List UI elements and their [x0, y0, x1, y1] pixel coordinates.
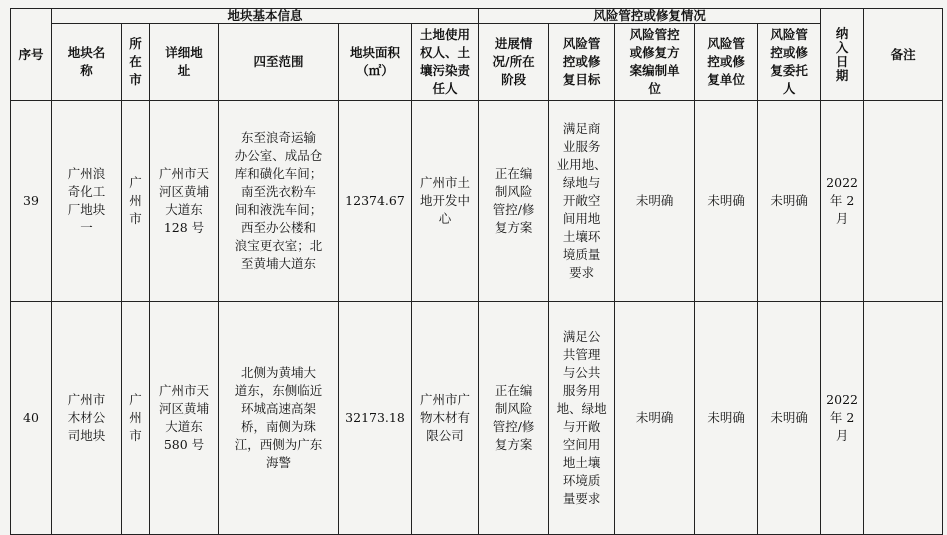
- header-entrust-unit: 风险管 控或修 复委托 人: [758, 24, 821, 101]
- header-progress: 进展情 况/所在 阶段: [479, 24, 549, 101]
- cell-address: 广州市天 河区黄埔 大道东 128 号: [150, 101, 219, 302]
- cell-remark: [864, 302, 943, 535]
- cell-plan-unit: 未明确: [615, 101, 695, 302]
- header-owner: 土地使用 权人、土 壤污染责 任人: [412, 24, 479, 101]
- header-target: 风险管 控或修 复目标: [549, 24, 615, 101]
- table-row: [11, 302, 943, 535]
- cell-progress: 正在编 制风险 管控/修 复方案: [479, 101, 549, 302]
- table-row: [11, 101, 943, 302]
- cell-remark: [864, 101, 943, 302]
- header-name: 地块名 称: [52, 24, 122, 101]
- cell-progress: 正在编 制风险 管控/修 复方案: [479, 302, 549, 535]
- cell-area: 12374.67: [339, 101, 412, 302]
- cell-name: 广州市 木材公 司地块: [52, 302, 122, 535]
- header-city: 所 在 市: [122, 24, 150, 101]
- group-basic-info: 地块基本信息: [52, 9, 479, 24]
- cell-boundary: 北侧为黄埔大 道东，东侧临近 环城高速高架 桥，南侧为珠 江，西侧为广东 海警: [219, 302, 339, 535]
- cell-seq: 40: [11, 302, 52, 535]
- header-address: 详细地 址: [150, 24, 219, 101]
- cell-owner: 广州市土 地开发中 心: [412, 101, 479, 302]
- header-plan-unit: 风险管控 或修复方 案编制单 位: [615, 24, 695, 101]
- column-header-row: [11, 24, 943, 101]
- cell-boundary: 东至浪奇运输 办公室、成品仓 库和磺化车间； 南至洗衣粉车 间和液洗车间； 西至办公楼和 浪宝更衣室；北 至黄埔大道东: [219, 101, 339, 302]
- cell-address: 广州市天 河区黄埔 大道东 580 号: [150, 302, 219, 535]
- header-remark: 备注: [864, 9, 943, 101]
- cell-city: 广 州 市: [122, 302, 150, 535]
- cell-repair-unit: 未明确: [695, 302, 758, 535]
- cell-target: 满足商 业服务 业用地、 绿地与 开敞空 间用地 土壤环 境质量 要求: [549, 101, 615, 302]
- group-risk-control: 风险管控或修复情况: [479, 9, 821, 24]
- cell-entrust-unit: 未明确: [758, 302, 821, 535]
- cell-target: 满足公 共管理 与公共 服务用 地、绿地 与开敞 空间用 地土壤 环境质 量要求: [549, 302, 615, 535]
- cell-date: 2022 年 2 月: [821, 302, 864, 535]
- header-repair-unit: 风险管 控或修 复单位: [695, 24, 758, 101]
- cell-area: 32173.18: [339, 302, 412, 535]
- cell-entrust-unit: 未明确: [758, 101, 821, 302]
- cell-repair-unit: 未明确: [695, 101, 758, 302]
- cell-plan-unit: 未明确: [615, 302, 695, 535]
- header-area: 地块面积 （㎡）: [339, 24, 412, 101]
- header-date: 纳 入 日 期: [821, 9, 864, 101]
- cell-owner: 广州市广 物木材有 限公司: [412, 302, 479, 535]
- cell-seq: 39: [11, 101, 52, 302]
- header-boundary: 四至范围: [219, 24, 339, 101]
- land-risk-table: [10, 8, 943, 535]
- cell-date: 2022 年 2 月: [821, 101, 864, 302]
- cell-name: 广州浪 奇化工 厂地块 一: [52, 101, 122, 302]
- group-header-row: [11, 9, 943, 24]
- header-seq: 序号: [11, 9, 52, 101]
- cell-city: 广 州 市: [122, 101, 150, 302]
